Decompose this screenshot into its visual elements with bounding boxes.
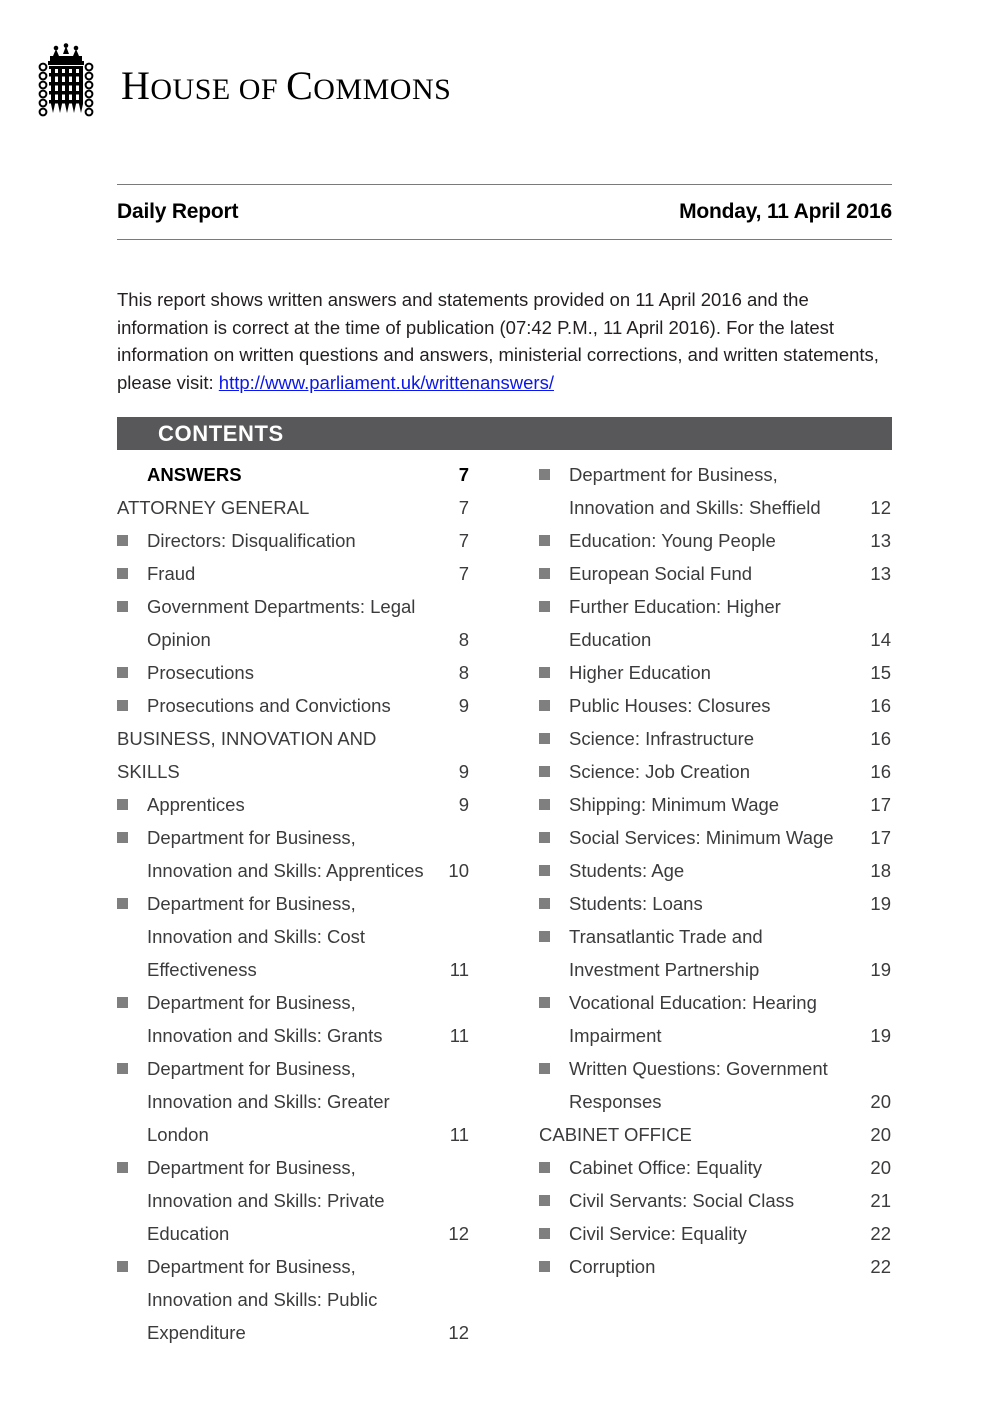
- toc-bullet-cell: [539, 854, 569, 876]
- toc-entry[interactable]: [539, 854, 891, 887]
- toc-entry-label: Civil Service: Equality: [569, 1223, 747, 1244]
- toc-entry-label: Students: Age: [569, 860, 685, 881]
- toc-entry-label: Corruption: [569, 1256, 656, 1277]
- toc-bullet-cell: [539, 1217, 569, 1239]
- toc-entry[interactable]: [539, 656, 891, 689]
- toc-bullet-cell: [539, 920, 569, 942]
- toc-entry-page: 13: [870, 563, 891, 584]
- toc-entry-page: 20: [870, 1124, 891, 1145]
- square-bullet-icon: [539, 997, 550, 1008]
- toc-bullet-cell: [539, 788, 569, 810]
- toc-entry-page: 16: [870, 761, 891, 782]
- toc-entry-label: Science: Infrastructure: [569, 728, 755, 749]
- square-bullet-icon: [117, 601, 128, 612]
- square-bullet-icon: [539, 469, 550, 480]
- toc-entry-label: Science: Job Creation: [569, 761, 750, 782]
- toc-entry[interactable]: [539, 590, 891, 656]
- square-bullet-icon: [117, 700, 128, 711]
- masthead-title: [121, 62, 452, 108]
- toc-entry-page: 18: [870, 860, 891, 881]
- toc-entry[interactable]: [539, 689, 891, 722]
- toc-entry-page: 17: [870, 827, 891, 848]
- toc-entry[interactable]: [539, 1151, 891, 1184]
- toc-entry-label: Shipping: Minimum Wage: [569, 794, 780, 815]
- toc-entry-label: Vocational Education: Hearing Impairment: [569, 992, 817, 1046]
- toc-bullet-cell: [117, 1151, 147, 1173]
- toc-entry-page: 7: [458, 563, 469, 584]
- toc-bullet-cell: [117, 887, 147, 909]
- masthead-title-of: [231, 73, 239, 106]
- masthead-title-ouse: OUSE: [150, 72, 231, 106]
- toc-entry-page: 9: [458, 794, 469, 815]
- toc-entry-page: 20: [870, 1091, 891, 1112]
- toc-entry-page: 11: [449, 1124, 469, 1145]
- masthead-title-of-word: OF: [238, 72, 279, 106]
- toc-bullet-cell: [539, 458, 569, 480]
- toc-entry-label: Department for Business, Innovation and Skills: Public Expenditure: [147, 1256, 378, 1343]
- toc-entry-page: 11: [449, 1025, 469, 1046]
- toc-entry-page: 9: [458, 695, 469, 716]
- intro-paragraph: [117, 286, 892, 396]
- toc-entry-label: Cabinet Office: Equality: [569, 1157, 762, 1178]
- toc-entry-page: 21: [870, 1190, 891, 1211]
- square-bullet-icon: [539, 865, 550, 876]
- toc-entry-label: Apprentices: [147, 794, 245, 815]
- toc-department-heading[interactable]: [539, 1118, 891, 1151]
- toc-entry-page: 16: [870, 728, 891, 749]
- toc-entry-label: ATTORNEY GENERAL: [117, 497, 310, 518]
- toc-bullet-cell: [117, 557, 147, 579]
- square-bullet-icon: [539, 799, 550, 810]
- toc-bullet-cell: [539, 1250, 569, 1272]
- square-bullet-icon: [539, 601, 550, 612]
- toc-section-heading[interactable]: [117, 458, 469, 491]
- contents-banner: [117, 417, 892, 450]
- report-date: Monday, 11 April 2016: [679, 200, 892, 223]
- toc-entry-label: Department for Business, Innovation and Skills: Greater London: [147, 1058, 390, 1145]
- toc-entry[interactable]: [117, 887, 469, 986]
- square-bullet-icon: [117, 799, 128, 810]
- toc-entry-label: Department for Business, Innovation and Skills: Grants: [147, 992, 383, 1046]
- square-bullet-icon: [539, 931, 550, 942]
- toc-entry-label: Transatlantic Trade and Investment Partnership: [569, 926, 763, 980]
- toc-bullet-cell: [539, 722, 569, 744]
- masthead-title-c: C: [286, 62, 314, 108]
- toc-entry-page: 12: [448, 1322, 469, 1343]
- toc-right-column: [539, 458, 891, 1349]
- toc-bullet-cell: [117, 590, 147, 612]
- toc-entry[interactable]: [539, 920, 891, 986]
- masthead-title-h: H: [121, 62, 151, 108]
- toc-entry-label: European Social Fund: [569, 563, 753, 584]
- square-bullet-icon: [539, 568, 550, 579]
- toc-bullet-cell: [539, 986, 569, 1008]
- toc-entry-label: Directors: Disqualification: [147, 530, 356, 551]
- toc-entry[interactable]: [117, 821, 469, 887]
- toc-entry-label: Department for Business, Innovation and Skills: Sheffield: [569, 464, 821, 518]
- toc-bullet-cell: [117, 788, 147, 810]
- portcullis-crown-icon: [35, 43, 97, 129]
- toc-entry-page: 8: [458, 662, 469, 683]
- toc-entry[interactable]: [539, 986, 891, 1052]
- toc-entry-label: Written Questions: Government Responses: [569, 1058, 828, 1112]
- contents-banner-label: CONTENTS: [158, 420, 284, 446]
- toc-entry-label: Prosecutions and Convictions: [147, 695, 391, 716]
- toc-bullet-cell: [539, 689, 569, 711]
- toc-department-heading[interactable]: [117, 722, 469, 788]
- toc-entry[interactable]: [539, 821, 891, 854]
- toc-entry-page: 16: [870, 695, 891, 716]
- toc-entry[interactable]: [117, 1151, 469, 1250]
- square-bullet-icon: [117, 535, 128, 546]
- square-bullet-icon: [539, 832, 550, 843]
- toc-entry[interactable]: [117, 590, 469, 656]
- toc-entry[interactable]: [117, 1250, 469, 1349]
- toc-entry-page: 13: [870, 530, 891, 551]
- toc-bullet-cell: [539, 1052, 569, 1074]
- toc-bullet-cell: [539, 557, 569, 579]
- toc-entry[interactable]: [539, 887, 891, 920]
- toc-entry-label: Public Houses: Closures: [569, 695, 771, 716]
- toc-bullet-cell: [539, 755, 569, 777]
- toc-entry-page: 22: [870, 1256, 891, 1277]
- toc-entry-label: Higher Education: [569, 662, 711, 683]
- toc-entry-label: Education: Young People: [569, 530, 776, 551]
- toc-entry[interactable]: [539, 1217, 891, 1250]
- toc-entry-page: 10: [448, 860, 469, 881]
- square-bullet-icon: [539, 1063, 550, 1074]
- toc-entry-page: 22: [870, 1223, 891, 1244]
- toc-entry-page: 19: [870, 1025, 891, 1046]
- toc-entry-label: Prosecutions: [147, 662, 254, 683]
- square-bullet-icon: [117, 1063, 128, 1074]
- toc-entry[interactable]: [539, 557, 891, 590]
- toc-entry-label: CABINET OFFICE: [539, 1124, 692, 1145]
- square-bullet-icon: [117, 568, 128, 579]
- toc-entry[interactable]: [117, 788, 469, 821]
- masthead-title-ommons: OMMONS: [313, 72, 452, 106]
- toc-bullet-cell: [539, 887, 569, 909]
- toc-entry[interactable]: [117, 1052, 469, 1151]
- toc-department-heading[interactable]: [117, 491, 469, 524]
- toc-bullet-cell: [117, 1250, 147, 1272]
- square-bullet-icon: [117, 997, 128, 1008]
- toc-bullet-cell: [117, 821, 147, 843]
- toc-entry-page: 12: [870, 497, 891, 518]
- toc-entry-label: BUSINESS, INNOVATION AND SKILLS: [117, 728, 377, 782]
- toc-bullet-cell: [539, 1151, 569, 1173]
- square-bullet-icon: [117, 1261, 128, 1272]
- report-header-bar: [117, 184, 892, 240]
- toc-entry[interactable]: [539, 722, 891, 755]
- intro-text: This report shows written answers and statements provided on 11 April 2016 and the information is correct at the time of publication (07:42 P.M., 11 April 2016). For the latest information on written questions and answers, ministerial corrections, and written statements, please visit:: [117, 289, 879, 393]
- toc-bullet-cell: [539, 590, 569, 612]
- toc-entry[interactable]: [117, 986, 469, 1052]
- toc-bullet-cell: [117, 524, 147, 546]
- toc-bullet-cell: [117, 986, 147, 1008]
- toc-entry-page: 7: [458, 530, 469, 551]
- square-bullet-icon: [117, 667, 128, 678]
- toc-entry[interactable]: [539, 1250, 891, 1283]
- toc-bullet-cell: [539, 524, 569, 546]
- table-of-contents: [117, 458, 892, 1349]
- square-bullet-icon: [539, 733, 550, 744]
- toc-entry-label: ANSWERS: [147, 464, 242, 485]
- toc-bullet-cell: [539, 656, 569, 678]
- square-bullet-icon: [117, 1162, 128, 1173]
- toc-entry-page: 8: [458, 629, 469, 650]
- toc-entry-label: Department for Business, Innovation and Skills: Private Education: [147, 1157, 385, 1244]
- toc-entry[interactable]: [539, 524, 891, 557]
- square-bullet-icon: [117, 832, 128, 843]
- page-title: Daily Report: [117, 200, 239, 223]
- toc-bullet-cell: [117, 1052, 147, 1074]
- square-bullet-icon: [539, 700, 550, 711]
- toc-entry-page: 19: [870, 893, 891, 914]
- toc-entry-page: 14: [870, 629, 891, 650]
- toc-bullet-cell: [539, 1184, 569, 1206]
- toc-entry-page: 12: [448, 1223, 469, 1244]
- toc-entry-label: Social Services: Minimum Wage: [569, 827, 834, 848]
- toc-entry-page: 20: [870, 1157, 891, 1178]
- square-bullet-icon: [539, 1228, 550, 1239]
- square-bullet-icon: [539, 667, 550, 678]
- toc-entry-label: Fraud: [147, 563, 196, 584]
- toc-bullet-cell: [117, 656, 147, 678]
- toc-entry[interactable]: [539, 458, 891, 524]
- toc-entry[interactable]: [539, 755, 891, 788]
- toc-entry-page: 7: [458, 464, 469, 485]
- toc-entry-page: 15: [870, 662, 891, 683]
- toc-entry-page: 9: [458, 761, 469, 782]
- toc-entry-page: 19: [870, 959, 891, 980]
- toc-bullet-cell: [117, 458, 147, 469]
- toc-entry-label: Further Education: Higher Education: [569, 596, 781, 650]
- toc-entry-label: Government Departments: Legal Opinion: [147, 596, 416, 650]
- masthead: [35, 38, 451, 133]
- toc-entry[interactable]: [539, 788, 891, 821]
- toc-bullet-cell: [539, 821, 569, 843]
- toc-entry[interactable]: [117, 689, 469, 722]
- toc-entry-label: Department for Business, Innovation and Skills: Cost Effectiveness: [147, 893, 366, 980]
- square-bullet-icon: [539, 898, 550, 909]
- toc-left-column: [117, 458, 469, 1349]
- square-bullet-icon: [539, 1261, 550, 1272]
- toc-entry[interactable]: [117, 557, 469, 590]
- square-bullet-icon: [539, 1195, 550, 1206]
- toc-entry-page: 17: [870, 794, 891, 815]
- toc-bullet-cell: [117, 689, 147, 711]
- square-bullet-icon: [539, 535, 550, 546]
- toc-entry-label: Department for Business, Innovation and Skills: Apprentices: [147, 827, 424, 881]
- toc-entry[interactable]: [539, 1052, 891, 1118]
- toc-entry[interactable]: [117, 524, 469, 557]
- toc-entry-page: 11: [449, 959, 469, 980]
- toc-entry-page: 7: [458, 497, 469, 518]
- square-bullet-icon: [117, 898, 128, 909]
- toc-entry[interactable]: [539, 1184, 891, 1217]
- square-bullet-icon: [539, 766, 550, 777]
- written-answers-link[interactable]: http://www.parliament.uk/writtenanswers/: [218, 371, 554, 393]
- toc-entry-label: Civil Servants: Social Class: [569, 1190, 795, 1211]
- toc-entry[interactable]: [117, 656, 469, 689]
- square-bullet-icon: [539, 1162, 550, 1173]
- toc-entry-label: Students: Loans: [569, 893, 703, 914]
